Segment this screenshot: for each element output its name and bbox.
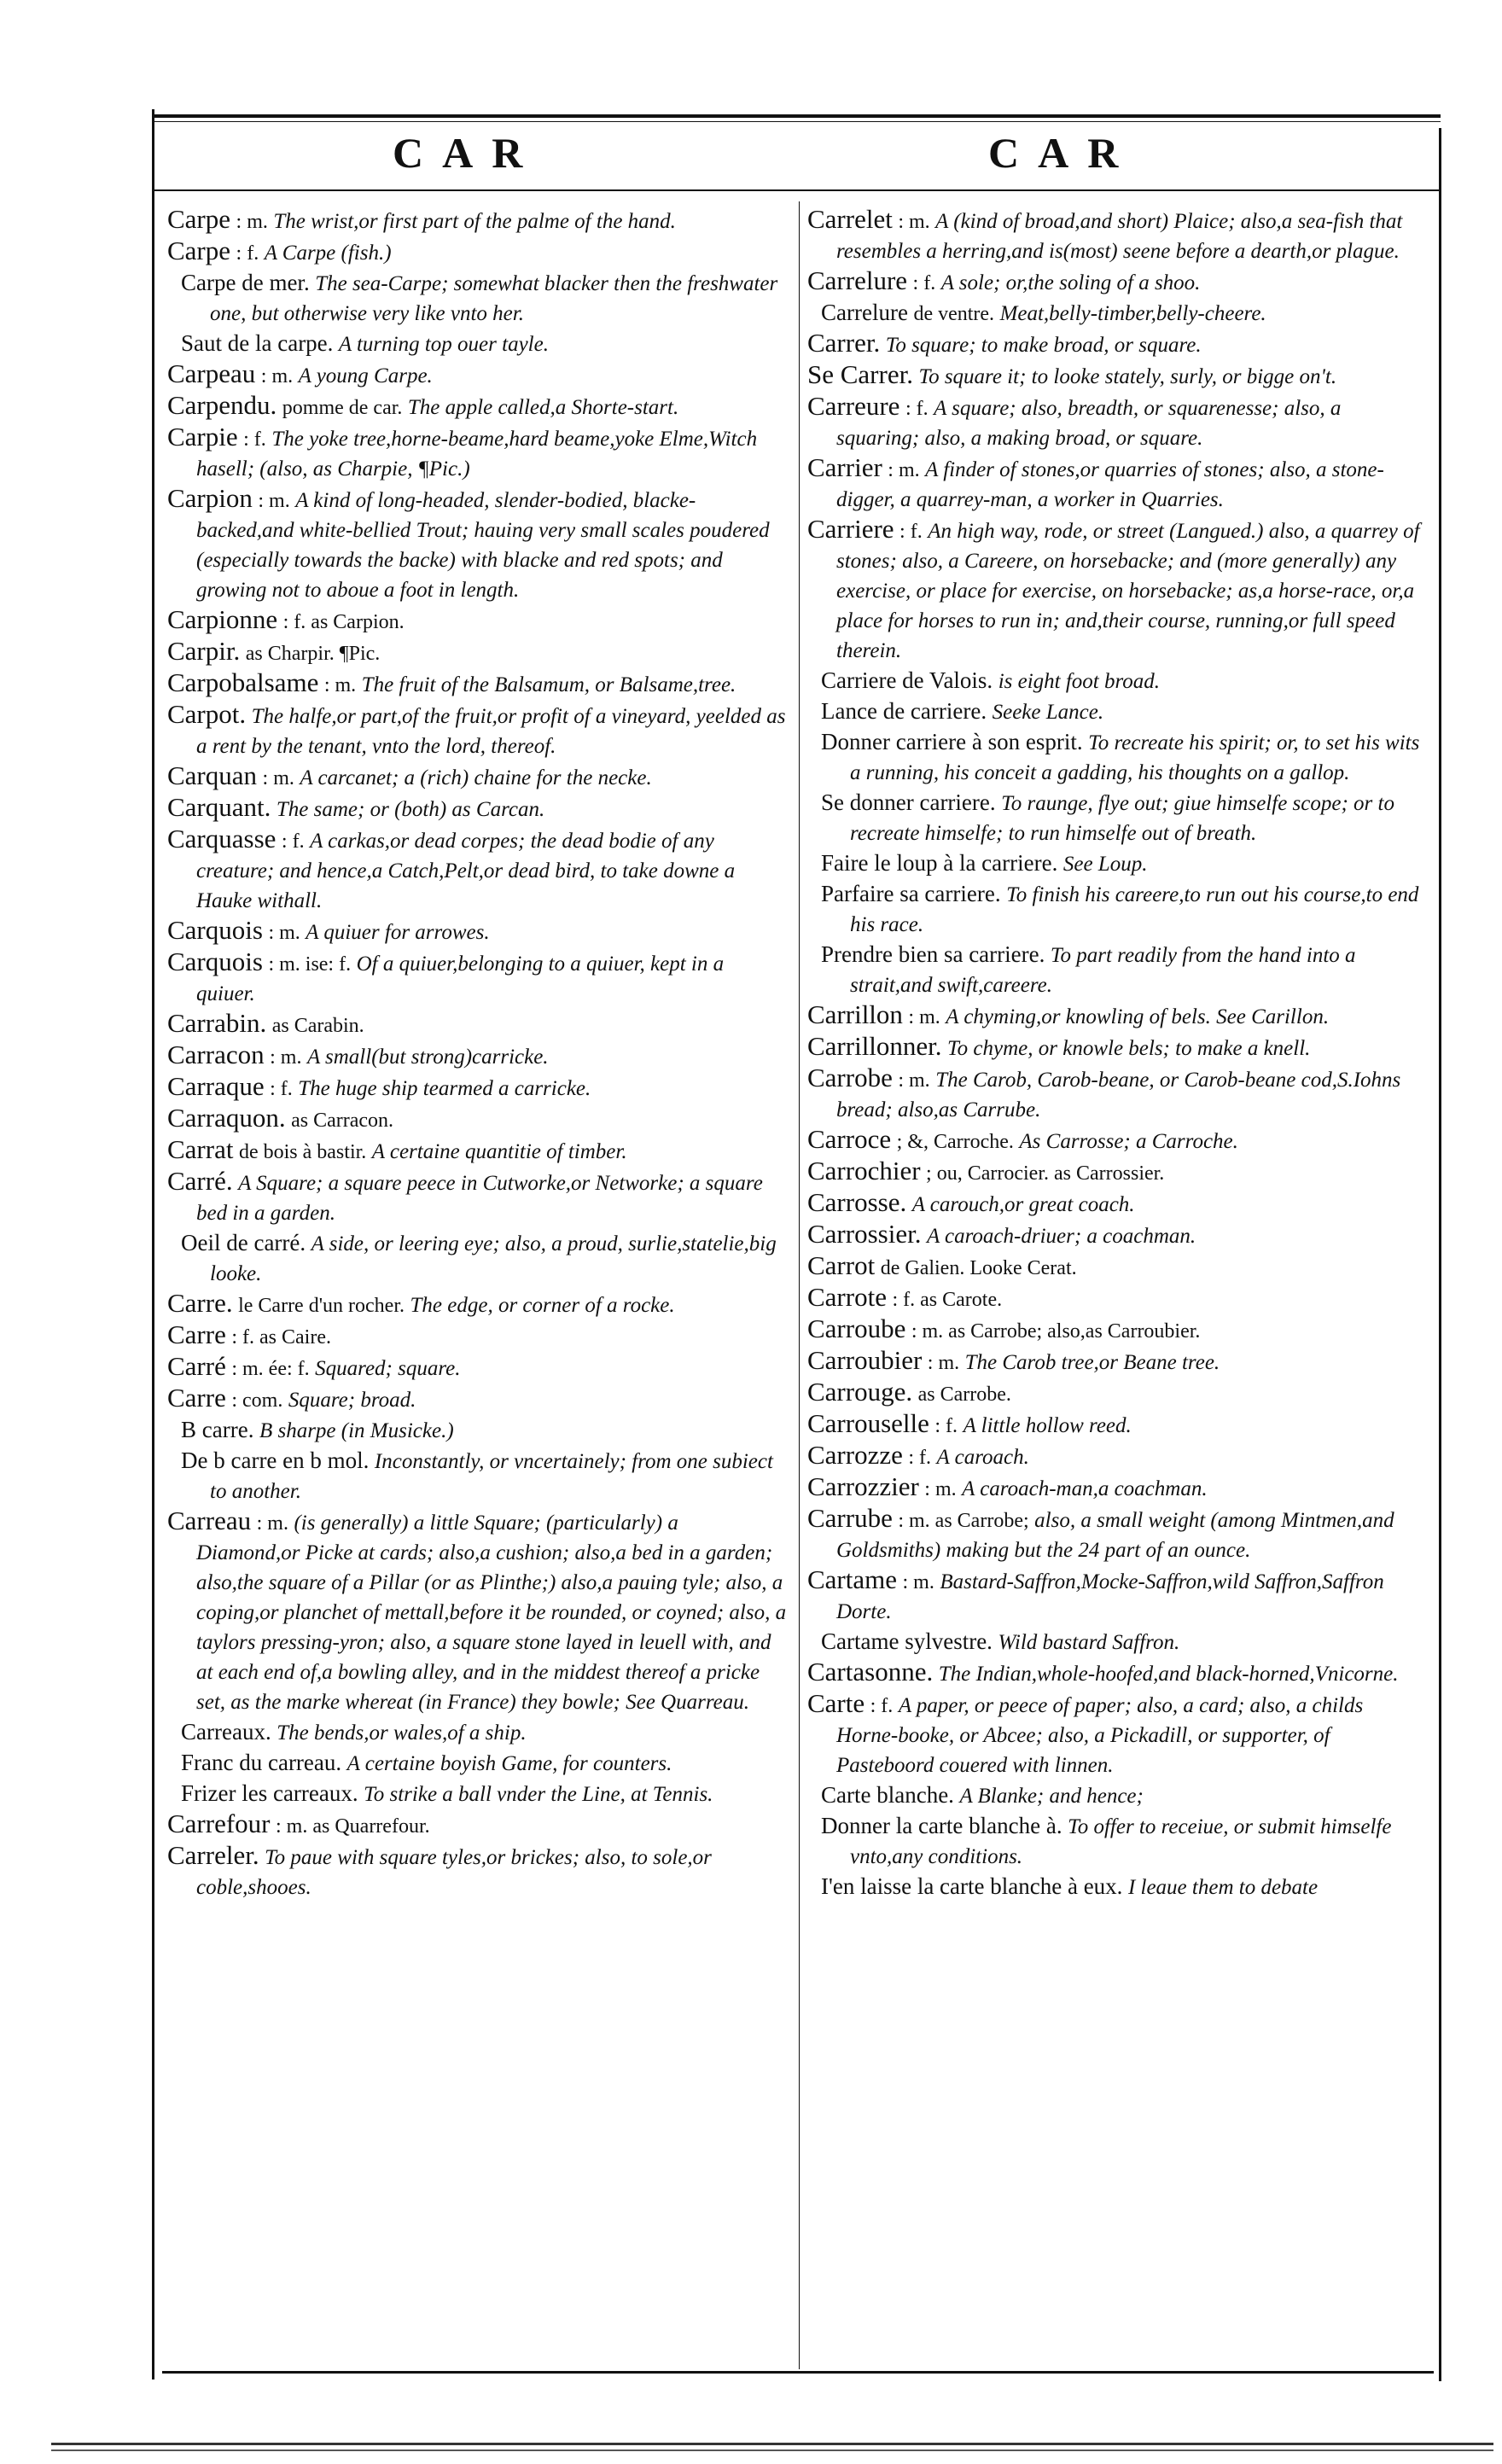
entry-definition: An high way, rode, or street (Langued.) also, a quarrey of stones; also, a Careere, on horsebacke; and (more generally) any exercise, or place for exercise, on horsebacke; as,a horse-race, or,a place for horses to run in; and,their course, running,or full speed therein. bbox=[836, 520, 1420, 662]
entry-grammar: as Carracon. bbox=[291, 1110, 394, 1132]
dictionary-entry bbox=[167, 1383, 787, 1415]
entry-headword: Carpe de mer. bbox=[181, 270, 310, 295]
dictionary-entry bbox=[807, 515, 1427, 666]
entry-definition: A carcanet; a (rich) chaine for the necke. bbox=[300, 766, 652, 789]
dictionary-entry bbox=[167, 1040, 787, 1072]
entry-headword: Carpot. bbox=[167, 699, 247, 729]
entry-grammar: : m. bbox=[888, 459, 920, 481]
entry-definition: A side, or leering eye; also, a proud, surlie,statelie,big looke. bbox=[210, 1232, 777, 1285]
entry-grammar: : m. bbox=[236, 211, 268, 233]
entry-headword: Carré. bbox=[167, 1166, 233, 1196]
entry-headword: Carrosse. bbox=[807, 1187, 907, 1217]
entry-grammar: : f. bbox=[236, 242, 259, 265]
entry-headword: Carrelet bbox=[807, 204, 893, 234]
dictionary-entry bbox=[167, 1415, 787, 1446]
entry-definition: Square; broad. bbox=[288, 1389, 416, 1412]
entry-grammar: : m. as Quarrefour. bbox=[276, 1815, 430, 1838]
dictionary-entry bbox=[807, 848, 1427, 879]
dictionary-entry bbox=[807, 696, 1427, 727]
dictionary-entry bbox=[167, 268, 787, 329]
entry-headword: Carreau bbox=[167, 1506, 252, 1535]
dictionary-entry bbox=[167, 422, 787, 484]
entry-definition: A chyming,or knowling of bels. See Carillon. bbox=[946, 1005, 1330, 1028]
entry-headword: Carroubier bbox=[807, 1345, 923, 1375]
top-rule-thin bbox=[152, 121, 1441, 122]
entry-headword: Prendre bien sa carriere. bbox=[821, 941, 1045, 967]
dictionary-entry bbox=[807, 1220, 1427, 1251]
entry-definition: The edge, or corner of a rocke. bbox=[410, 1294, 675, 1317]
entry-headword: Carraque bbox=[167, 1071, 265, 1101]
right-frame-rule bbox=[1439, 128, 1441, 2381]
header-rule bbox=[152, 189, 1441, 191]
dictionary-entry bbox=[807, 1780, 1427, 1811]
entry-definition: also, a small weight (among Mintmen,and Goldsmiths) making but the 24 part of an ounce. bbox=[836, 1509, 1394, 1562]
scan-edge-rule bbox=[51, 2443, 1493, 2445]
entry-grammar: : m. bbox=[258, 490, 290, 512]
dictionary-entry bbox=[167, 1841, 787, 1902]
entry-headword: Donner carriere à son esprit. bbox=[821, 729, 1083, 754]
entry-grammar: : m. bbox=[270, 1046, 302, 1069]
entry-headword: Carquois bbox=[167, 915, 263, 945]
entry-headword: Carpobalsame bbox=[167, 667, 319, 697]
dictionary-entry bbox=[167, 1717, 787, 1748]
entry-definition: A finder of stones,or quarries of stones; also, a stone-digger, a quarrey-man, a worker in Quarries. bbox=[836, 458, 1384, 511]
entry-grammar: : f. bbox=[908, 1447, 932, 1469]
entry-definition: As Carrosse; a Carroche. bbox=[1019, 1130, 1238, 1153]
entry-definition: Inconstantly, or vncertainely; from one subiect to another. bbox=[210, 1450, 773, 1503]
dictionary-entry bbox=[807, 1872, 1427, 1902]
dictionary-entry bbox=[167, 1779, 787, 1809]
entry-grammar: : m. ée: f. bbox=[231, 1358, 310, 1380]
entry-definition: The yoke tree,horne-beame,hard beame,yoke Elme,Witch hasell; (also, as Charpie, ¶Pic.) bbox=[196, 428, 758, 481]
entry-headword: Carpie bbox=[167, 422, 238, 451]
entry-definition: Meat,belly-timber,belly-cheere. bbox=[999, 302, 1266, 325]
entry-headword: Carrobe bbox=[807, 1063, 893, 1092]
entry-headword: Carte bbox=[807, 1688, 865, 1718]
entry-definition: The bends,or wales,of a ship. bbox=[277, 1721, 527, 1745]
dictionary-entry bbox=[807, 1000, 1427, 1032]
dictionary-entry bbox=[167, 1352, 787, 1383]
entry-grammar: : m. bbox=[323, 674, 357, 696]
dictionary-entry bbox=[807, 266, 1427, 298]
entry-grammar: : m. bbox=[924, 1478, 957, 1500]
dictionary-entry bbox=[807, 392, 1427, 453]
entry-grammar: : m. bbox=[268, 922, 300, 944]
entry-headword: Carpe bbox=[167, 204, 231, 234]
entry-grammar: : m. bbox=[902, 1571, 934, 1593]
entry-definition: To finish his careere,to run out his course,to end his race. bbox=[850, 883, 1419, 936]
dictionary-entry bbox=[807, 360, 1427, 392]
entry-headword: Carreler. bbox=[167, 1840, 259, 1870]
entry-grammar: : m. bbox=[262, 767, 294, 789]
entry-headword: Carpeau bbox=[167, 358, 256, 388]
entry-definition: (is generally) a little Square; (particularly) a Diamond,or Picke at cards; also,a cushion; also,a bed in a garden; also,the square of a Pillar (or as Plinthe;) also,a pauing tyle; also, a coping,or planchet of mettall,before it be rounded, or coyned; also, a taylors pressing-yron; also, a square stone layed in leuell with, and at each end of,a bowling alley, and in the middest thereof a pricke set, as the marke whereat (in France) they bowle; See Quarreau. bbox=[196, 1512, 787, 1714]
dictionary-entry bbox=[807, 205, 1427, 266]
entry-headword: Carre. bbox=[167, 1288, 233, 1318]
dictionary-entry bbox=[807, 1409, 1427, 1441]
dictionary-entry bbox=[167, 205, 787, 236]
entry-grammar: : f. bbox=[905, 398, 929, 420]
dictionary-entry bbox=[807, 1504, 1427, 1565]
dictionary-entry bbox=[167, 947, 787, 1009]
dictionary-entry bbox=[807, 298, 1427, 329]
dictionary-entry bbox=[807, 1032, 1427, 1063]
dictionary-entry bbox=[167, 1072, 787, 1104]
entry-definition: A Carpe (fish.) bbox=[264, 242, 392, 265]
entry-headword: Carrabin. bbox=[167, 1008, 267, 1038]
entry-definition: To square it; to looke stately, surly, or bigge on't. bbox=[918, 365, 1337, 388]
entry-grammar: as Carabin. bbox=[271, 1015, 364, 1037]
entry-definition: A small(but strong)carricke. bbox=[306, 1046, 549, 1069]
entry-headword: Frizer les carreaux. bbox=[181, 1780, 358, 1806]
entry-headword: Carré bbox=[167, 1351, 226, 1381]
dictionary-entry bbox=[167, 1009, 787, 1040]
entry-definition: To part readily from the hand into a strait,and swift,careere. bbox=[850, 944, 1356, 997]
dictionary-entry bbox=[167, 1228, 787, 1289]
entry-headword: Se donner carriere. bbox=[821, 789, 996, 815]
entry-headword: Carreaux. bbox=[181, 1719, 271, 1745]
entry-definition: The same; or (both) as Carcan. bbox=[276, 798, 545, 821]
entry-definition: Wild bastard Saffron. bbox=[998, 1631, 1180, 1654]
left-column bbox=[167, 205, 787, 1902]
entry-grammar: de Galien. Looke Cerat. bbox=[880, 1257, 1077, 1279]
entry-headword: Carre bbox=[167, 1383, 226, 1413]
entry-grammar: as Carrobe. bbox=[917, 1383, 1011, 1406]
entry-grammar: : f. bbox=[912, 272, 936, 294]
entry-definition: A sole; or,the soling of a shoo. bbox=[940, 271, 1201, 294]
entry-grammar: : m. bbox=[927, 1352, 960, 1374]
entry-grammar: : m. as Carrobe; bbox=[898, 1510, 1029, 1532]
scan-edge-rule-2 bbox=[51, 2449, 1493, 2451]
entry-headword: Carrube bbox=[807, 1503, 893, 1533]
entry-grammar: ; &, Carroche. bbox=[896, 1131, 1014, 1153]
entry-definition: I leaue them to debate bbox=[1127, 1876, 1319, 1899]
entry-definition: To square; to make broad, or square. bbox=[885, 334, 1202, 357]
entry-headword: Carre bbox=[167, 1319, 226, 1349]
dictionary-entry bbox=[807, 1378, 1427, 1409]
entry-definition: A Square; a square peece in Cutworke,or Networke; a square bed in a garden. bbox=[196, 1172, 763, 1225]
dictionary-entry bbox=[807, 1472, 1427, 1504]
entry-grammar: le Carre d'un rocher. bbox=[238, 1295, 405, 1317]
entry-definition: To paue with square tyles,or brickes; also, to sole,or coble,shooes. bbox=[196, 1846, 712, 1899]
entry-headword: De b carre en b mol. bbox=[181, 1448, 370, 1473]
dictionary-entry bbox=[167, 700, 787, 761]
entry-headword: Carrelure bbox=[821, 300, 908, 325]
entry-definition: A caroach-driuer; a coachman. bbox=[926, 1225, 1196, 1248]
entry-definition: B sharpe (in Musicke.) bbox=[259, 1419, 454, 1442]
dictionary-entry bbox=[167, 793, 787, 824]
entry-definition: A square; also, breadth, or squarenesse; also, a squaring; also, a making broad, or square. bbox=[836, 397, 1342, 450]
entry-definition: The huge ship tearmed a carricke. bbox=[298, 1077, 591, 1100]
entry-definition: A caroach. bbox=[936, 1446, 1029, 1469]
entry-headword: Carquois bbox=[167, 947, 263, 976]
entry-definition: is eight foot broad. bbox=[998, 670, 1161, 693]
entry-definition: A caroach-man,a coachman. bbox=[962, 1477, 1208, 1500]
entry-grammar: : m. bbox=[898, 211, 930, 233]
entry-grammar: : com. bbox=[231, 1389, 283, 1412]
entry-headword: Carrefour bbox=[167, 1809, 271, 1838]
dictionary-entry bbox=[807, 1565, 1427, 1627]
dictionary-entry bbox=[807, 1188, 1427, 1220]
entry-definition: A young Carpe. bbox=[298, 364, 433, 387]
entry-headword: Carpionne bbox=[167, 604, 278, 634]
right-column bbox=[807, 205, 1427, 1902]
dictionary-entry bbox=[807, 1346, 1427, 1378]
entry-headword: Carriere bbox=[807, 514, 894, 544]
entry-definition: To chyme, or knowle bels; to make a knell. bbox=[947, 1037, 1311, 1060]
entry-definition: See Loup. bbox=[1062, 853, 1148, 876]
entry-headword: Carrozzier bbox=[807, 1471, 919, 1501]
entry-headword: Lance de carriere. bbox=[821, 698, 987, 724]
entry-headword: Carquant. bbox=[167, 792, 271, 822]
column-divider bbox=[799, 201, 800, 2369]
dictionary-entry bbox=[807, 1441, 1427, 1472]
entry-headword: Franc du carreau. bbox=[181, 1750, 342, 1775]
entry-headword: Donner la carte blanche à. bbox=[821, 1813, 1062, 1838]
entry-grammar: : m. as Carrobe; also,as Carroubier. bbox=[911, 1320, 1201, 1343]
dictionary-entry bbox=[167, 824, 787, 916]
entry-definition: The Carob tree,or Beane tree. bbox=[964, 1351, 1220, 1374]
dictionary-entry bbox=[167, 761, 787, 793]
entry-headword: Carquasse bbox=[167, 824, 277, 853]
entry-grammar: : f. bbox=[281, 830, 305, 853]
entry-definition: A kind of long-headed, slender-bodied, blacke-backed,and white-bellied Trout; hauing very small scales poudered (especially towards the backe) with blacke and red spots; and growing not to aboue a foot in length. bbox=[196, 489, 770, 602]
dictionary-entry bbox=[807, 788, 1427, 848]
dictionary-entry bbox=[807, 1657, 1427, 1689]
entry-grammar: de ventre. bbox=[913, 303, 995, 325]
entry-definition: A Blanke; and hence; bbox=[959, 1785, 1144, 1808]
entry-definition: Bastard-Saffron,Mocke-Saffron,wild Saffron,Saffron Dorte. bbox=[836, 1570, 1384, 1623]
entry-headword: Carrillon bbox=[807, 999, 903, 1029]
entry-definition: To raunge, flye out; giue himselfe scope; or to recreate himselfe; to run himselfe out of breath. bbox=[850, 792, 1394, 845]
entry-grammar: : m. ise: f. bbox=[268, 953, 352, 976]
dictionary-entry bbox=[167, 484, 787, 605]
entry-grammar: : m. bbox=[256, 1512, 288, 1535]
entry-headword: Carpendu. bbox=[167, 390, 277, 420]
entry-definition: To recreate his spirit; or, to set his wits a running, his conceit a gadding, his thoughts on a gallop. bbox=[850, 731, 1420, 784]
entry-definition: The Carob, Carob-beane, or Carob-beane cod,S.Iohns bread; also,as Carrube. bbox=[836, 1069, 1401, 1121]
dictionary-entry bbox=[807, 727, 1427, 788]
dictionary-entry bbox=[167, 1104, 787, 1135]
entry-headword: Cartame sylvestre. bbox=[821, 1628, 993, 1654]
dictionary-entry bbox=[807, 1125, 1427, 1156]
entry-headword: Carrelure bbox=[807, 265, 908, 295]
entry-grammar: : m. bbox=[898, 1069, 930, 1092]
entry-headword: Carpe bbox=[167, 236, 231, 265]
entry-grammar: ; ou, Carrocier. as Carrossier. bbox=[926, 1162, 1165, 1185]
entry-headword: Carroube bbox=[807, 1314, 906, 1343]
entry-headword: Carrochier bbox=[807, 1156, 921, 1185]
dictionary-entry bbox=[807, 1689, 1427, 1780]
entry-headword: Se Carrer. bbox=[807, 359, 913, 389]
entry-grammar: : f. bbox=[243, 428, 266, 451]
dictionary-entry bbox=[167, 1809, 787, 1841]
dictionary-entry bbox=[807, 1283, 1427, 1314]
dictionary-entry bbox=[167, 1320, 787, 1352]
entry-definition: Squared; square. bbox=[315, 1357, 461, 1380]
entry-definition: A (kind of broad,and short) Plaice; also,a sea-fish that resembles a herring,and is(most) seene before a dearth,or plague. bbox=[836, 210, 1403, 263]
entry-definition: The apple called,a Shorte-start. bbox=[407, 396, 679, 419]
entry-definition: A paper, or peece of paper; also, a card; also, a childs Horne-booke, or Abcee; also, a Pickadill, or supporter, of Pasteboord couered with linnen. bbox=[836, 1694, 1364, 1777]
entry-headword: Carroce bbox=[807, 1124, 892, 1154]
entry-headword: Cartasonne. bbox=[807, 1657, 934, 1686]
dictionary-entry bbox=[167, 605, 787, 637]
entry-definition: A carkas,or dead corpes; the dead bodie of any creature; and hence,a Catch,Pelt,or dead bird, to take downe a Hauke withall. bbox=[196, 830, 736, 912]
entry-grammar: pomme de car. bbox=[282, 397, 403, 419]
entry-headword: Carrillonner. bbox=[807, 1031, 942, 1061]
entry-headword: Carracon bbox=[167, 1040, 265, 1069]
dictionary-entry bbox=[807, 453, 1427, 515]
dictionary-entry bbox=[807, 1627, 1427, 1657]
entry-definition: A carouch,or great coach. bbox=[911, 1193, 1135, 1216]
dictionary-entry bbox=[807, 1251, 1427, 1283]
entry-headword: Carte blanche. bbox=[821, 1782, 954, 1808]
entry-headword: Faire le loup à la carriere. bbox=[821, 850, 1058, 876]
entry-grammar: : f. bbox=[934, 1415, 958, 1437]
dictionary-entry bbox=[807, 666, 1427, 696]
entry-definition: A certaine boyish Game, for counters. bbox=[346, 1752, 672, 1775]
entry-definition: A certaine quantitie of timber. bbox=[371, 1140, 627, 1163]
dictionary-entry bbox=[167, 1446, 787, 1506]
dictionary-entry bbox=[167, 1506, 787, 1717]
entry-grammar: : f. as Caire. bbox=[231, 1326, 331, 1349]
entry-grammar: de bois à bastir. bbox=[238, 1141, 367, 1163]
left-frame-rule bbox=[152, 109, 154, 2380]
entry-definition: The Indian,whole-hoofed,and black-horned,Vnicorne. bbox=[938, 1663, 1399, 1686]
entry-grammar: : f. bbox=[870, 1695, 894, 1717]
dictionary-entry bbox=[167, 916, 787, 947]
entry-grammar: : m. bbox=[908, 1006, 940, 1028]
dictionary-entry bbox=[167, 1289, 787, 1320]
entry-definition: The fruit of the Balsamum, or Balsame,tree. bbox=[361, 673, 736, 696]
bottom-rule bbox=[162, 2371, 1434, 2374]
dictionary-entry bbox=[167, 391, 787, 422]
entry-headword: Cartame bbox=[807, 1564, 898, 1594]
entry-headword: Carrouselle bbox=[807, 1408, 929, 1438]
entry-definition: Seeke Lance. bbox=[992, 701, 1104, 724]
entry-headword: Carquan bbox=[167, 760, 258, 790]
entry-grammar: : f. as Carote. bbox=[892, 1289, 1003, 1311]
entry-definition: A turning top ouer tayle. bbox=[338, 333, 549, 356]
dictionary-entry bbox=[807, 1063, 1427, 1125]
dictionary-entry bbox=[167, 359, 787, 391]
entry-headword: Parfaire sa carriere. bbox=[821, 881, 1001, 906]
dictionary-entry bbox=[807, 329, 1427, 360]
entry-definition: The halfe,or part,of the fruit,or profit of a vineyard, yeelded as a rent by the tenant, vnto the lord, thereof. bbox=[196, 705, 786, 758]
dictionary-entry bbox=[167, 1748, 787, 1779]
dictionary-entry bbox=[807, 1811, 1427, 1872]
entry-grammar: : m. bbox=[260, 365, 294, 387]
dictionary-entry bbox=[807, 1314, 1427, 1346]
entry-headword: I'en laisse la carte blanche à eux. bbox=[821, 1873, 1123, 1899]
entry-headword: Carriere de Valois. bbox=[821, 667, 993, 693]
dictionary-entry bbox=[167, 668, 787, 700]
entry-grammar: : f. bbox=[899, 521, 923, 543]
entry-grammar: : f. bbox=[270, 1078, 293, 1100]
running-head-left: CAR bbox=[393, 129, 542, 177]
dictionary-entry bbox=[167, 637, 787, 668]
dictionary-entry bbox=[167, 329, 787, 359]
entry-headword: Carrer. bbox=[807, 328, 881, 358]
entry-definition: The wrist,or first part of the palme of the hand. bbox=[273, 210, 676, 233]
dictionary-entry bbox=[167, 236, 787, 268]
entry-headword: Saut de la carpe. bbox=[181, 330, 334, 356]
entry-definition: To strike a ball vnder the Line, at Tennis. bbox=[364, 1783, 713, 1806]
entry-headword: Carpir. bbox=[167, 636, 241, 666]
entry-headword: Carrossier. bbox=[807, 1219, 922, 1249]
entry-headword: Carreure bbox=[807, 391, 900, 421]
entry-headword: Carrat bbox=[167, 1134, 234, 1164]
running-head-right: CAR bbox=[988, 129, 1138, 177]
entry-headword: Carraquon. bbox=[167, 1103, 286, 1133]
entry-headword: B carre. bbox=[181, 1417, 254, 1442]
entry-grammar: as Charpir. ¶Pic. bbox=[245, 643, 381, 665]
entry-headword: Oeil de carré. bbox=[181, 1230, 306, 1255]
entry-definition: To offer to receiue, or submit himselfe vnto,any conditions. bbox=[850, 1815, 1392, 1868]
top-rule bbox=[152, 114, 1441, 118]
entry-headword: Carrouge. bbox=[807, 1377, 913, 1407]
entry-headword: Carpion bbox=[167, 483, 253, 513]
entry-definition: Of a quiuer,belonging to a quiuer, kept in a quiuer. bbox=[196, 952, 725, 1005]
dictionary-entry bbox=[807, 940, 1427, 1000]
dictionary-entry bbox=[807, 879, 1427, 940]
entry-definition: The sea-Carpe; somewhat blacker then the freshwater one, but otherwise very like vnto her. bbox=[210, 272, 778, 325]
entry-headword: Carrier bbox=[807, 452, 882, 482]
entry-headword: Carrot bbox=[807, 1250, 876, 1280]
entry-headword: Carrote bbox=[807, 1282, 887, 1312]
entry-definition: A quiuer for arrowes. bbox=[306, 921, 490, 944]
dictionary-entry bbox=[167, 1167, 787, 1228]
dictionary-entry bbox=[807, 1156, 1427, 1188]
entry-grammar: : f. as Carpion. bbox=[282, 611, 405, 633]
entry-definition: A little hollow reed. bbox=[963, 1414, 1132, 1437]
entry-headword: Carrozze bbox=[807, 1440, 903, 1470]
dictionary-entry bbox=[167, 1135, 787, 1167]
